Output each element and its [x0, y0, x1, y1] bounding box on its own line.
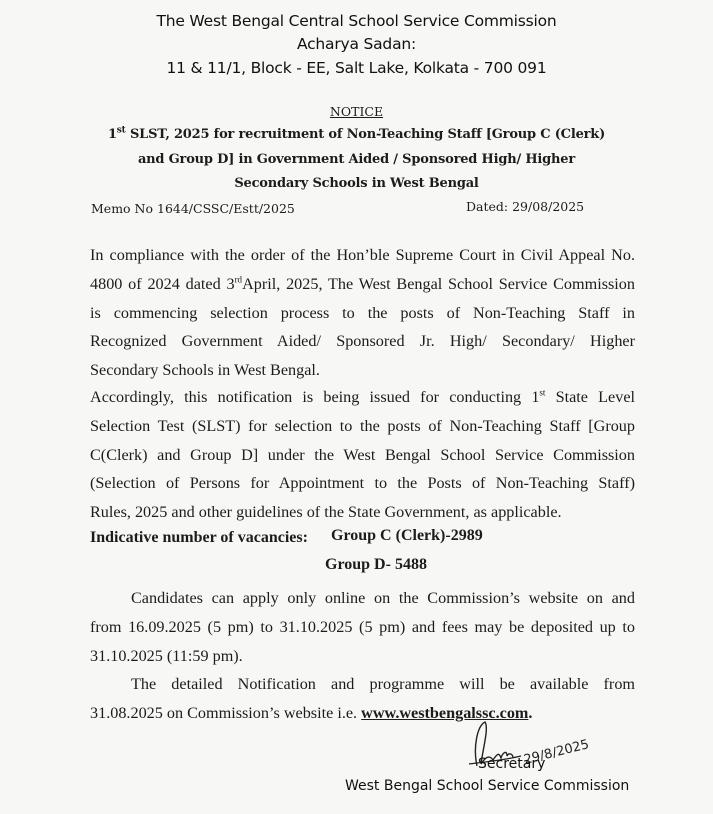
- signatory-organization: West Bengal School Service Commission: [345, 778, 630, 794]
- memo-date: Dated: 29/08/2025: [466, 199, 585, 214]
- notice-title: NOTICE: [329, 104, 384, 119]
- subject-line-3: Secondary Schools in West Bengal: [234, 176, 479, 191]
- subject-line-2: and Group D] in Government Aided / Sponsored High/ Higher: [137, 152, 576, 167]
- svg-text:29/8/2025: 29/8/2025: [522, 737, 591, 768]
- signatory-designation: Secretary: [478, 756, 546, 772]
- paragraph-detailed-notification: The detailed Notification and programme will be available from 31.08.2025 on Commission’s website i.e. www.westbengalssc.com.: [90, 675, 635, 722]
- vacancies-label: Indicative number of vacancies:: [90, 529, 308, 546]
- org-name: The West Bengal Central School Service Commission: [156, 12, 557, 30]
- paragraph-notification: Accordingly, this notification is being issued for conducting 1st State Level Selection Test (SLST) for selection to the posts of Non-Teaching Staff [Group C(Clerk) and Group D] under the West Bengal School Service Commission (Selection of Persons for Appointment to the Posts of Non-Teaching Staff) Rules, 2025 and other guidelines of the State Government, as applicable.: [90, 387, 635, 522]
- building-name: Acharya Sadan:: [296, 35, 417, 53]
- vacancies-group-c: Group C (Clerk)-2989: [331, 527, 483, 544]
- paragraph-application-dates: Candidates can apply only online on the Commission’s website on and from 16.09.2025 (5 pm) to 31.10.2025 (5 pm) and fees may be deposited up to 31.10.2025 (11:59 pm).: [90, 589, 635, 665]
- paragraph-compliance: In compliance with the order of the Hon’ble Supreme Court in Civil Appeal No. 4800 of 2024 dated 3rdApril, 2025, The West Bengal School Service Commission is commencing selection process to the posts of Non-Teaching Staff in Recognized Government Aided/ Sponsored Jr. High/ Secondary/ Higher Secondary Schools in West Bengal.: [90, 246, 635, 380]
- vacancies-group-d: Group D- 5488: [325, 556, 427, 573]
- website-link[interactable]: www.westbengalssc.com: [361, 703, 529, 722]
- address: 11 & 11/1, Block - EE, Salt Lake, Kolkata - 700 091: [166, 59, 547, 77]
- memo-number: Memo No 1644/CSSC/Estt/2025: [91, 201, 295, 216]
- subject-line-1: 1st SLST, 2025 for recruitment of Non-Teaching Staff [Group C (Clerk): [107, 125, 606, 142]
